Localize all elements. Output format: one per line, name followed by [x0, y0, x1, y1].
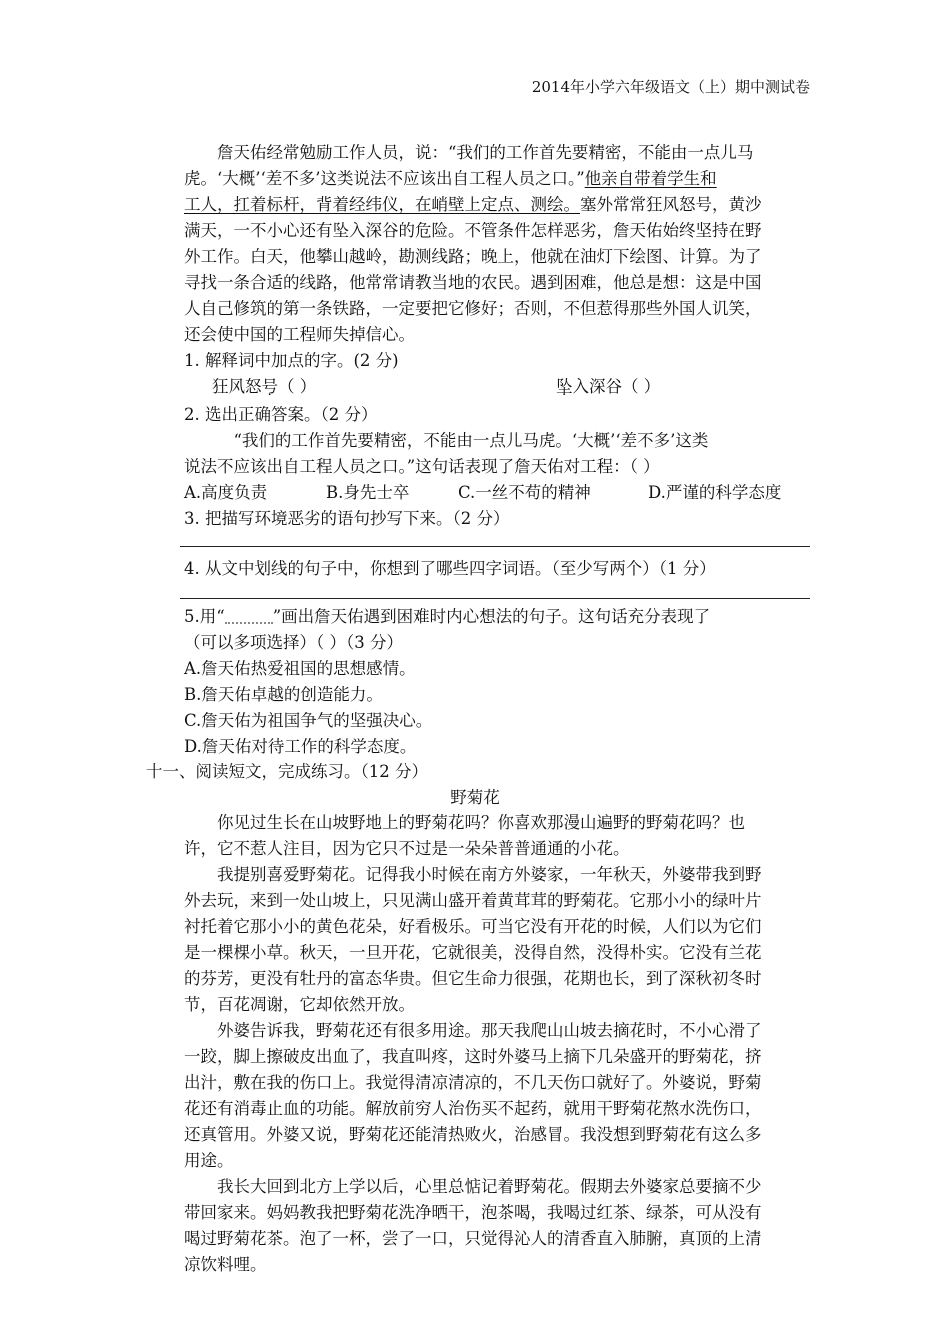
wavy-line-icon	[225, 612, 273, 624]
options-row	[184, 480, 810, 506]
question-label: 5.用“ ”画出詹天佑遇到困难时内心想法的句子。这句话充分表现了	[184, 607, 711, 626]
section-heading: 十一、阅读短文，完成练习。（12 分）	[146, 762, 428, 781]
underlined-sentence: 他亲自带着学生和	[584, 169, 717, 188]
question-label: 2. 选出正确答案。（2 分）	[184, 405, 378, 424]
story-line: 衬托着它那小小的黄色花朵，好看极乐。可当它没有开花的时候，人们以为它们	[184, 917, 762, 936]
answer-blank[interactable]: 入深谷（ ）	[572, 377, 661, 396]
answer-line[interactable]	[180, 546, 810, 547]
option-d[interactable]: D.詹天佑对待工作的科学态度。	[184, 737, 417, 756]
story-line: 的芬芳，更没有牡丹的富态华贵。但它生命力很强，花期也长，到了深秋初冬时	[184, 969, 762, 988]
question-text: （可以多项选择）（ ）（3 分）	[184, 633, 403, 652]
passage-line: 外工作。白天，他攀山越岭，勘测线路；晚上，他就在油灯下绘图、计算。为了	[184, 247, 762, 266]
passage-line: 寻找一条合适的线路，他常常请教当地的农民。遇到困难，他总是想：这是中国	[184, 273, 762, 292]
option-a[interactable]: A.詹天佑热爱祖国的思想感情。	[184, 659, 416, 678]
story-line: 我长大回到北方上学以后，心里总惦记着野菊花。假期去外婆家总要摘不少	[217, 1177, 762, 1196]
option-d[interactable]: D.严谨的科学态度	[648, 483, 782, 502]
story-line: 花还有消毒止血的功能。解放前穷人治伤买不起药，就用干野菊花熬水洗伤口，	[184, 1099, 762, 1118]
passage-paragraph	[184, 140, 810, 348]
question-3	[184, 506, 810, 532]
story-line: 用途。	[184, 1151, 234, 1170]
passage-line: 虎。‘大概’‘差不多’这类说法不应该出自工程人员之口。”他亲自带着学生和	[184, 169, 717, 188]
story-line: 外去玩，来到一处山坡上，只见满山盛开着黄茸茸的野菊花。它那小小的绿叶片	[184, 891, 762, 910]
question-text: 说法不应该出自工程人员之口。”这句话表现了詹天佑对工程：（ ）	[184, 457, 660, 476]
option-b[interactable]: B.身先士卒	[326, 483, 410, 502]
story-line: 凉饮料哩。	[184, 1255, 267, 1274]
story-line: 喝过野菊花茶。泡了一杯，尝了一口，只觉得沁人的清香直入肺腑，真顶的上清	[184, 1229, 762, 1248]
story-line: 是一棵棵小草。秋天，一旦开花，它就很美，没得自然，没得朴实。它没有兰花	[184, 943, 762, 962]
question-1-answers	[212, 374, 812, 400]
story-line: 节，百花凋谢，它却依然开放。	[184, 995, 415, 1014]
word-zhuiru: 坠入深谷（ ）	[556, 377, 661, 396]
story-line: 外婆告诉我，野菊花还有很多用途。那天我爬山山坡去摘花时，不小心滑了	[217, 1021, 762, 1040]
question-2	[184, 402, 810, 506]
question-text: “我们的工作首先要精密，不能由一点儿马虎。‘大概’‘差不多’这类	[233, 431, 709, 450]
underlined-sentence: 工人，扛着标杆，背着经纬仪，在峭壁上定点、测绘。	[184, 195, 580, 214]
option-a[interactable]: A.高度负责	[184, 483, 268, 502]
option-c[interactable]: C.詹天佑为祖国争气的坚强决心。	[184, 711, 433, 730]
story-line: 带回家来。妈妈教我把野菊花洗净晒干，泡茶喝，我喝过红茶、绿茶，可从没有	[184, 1203, 762, 1222]
page-header: 2014年小学六年级语文（上）期中测试卷	[531, 78, 810, 96]
option-c[interactable]: C.一丝不苟的精神	[458, 483, 591, 502]
answer-line[interactable]	[180, 598, 810, 599]
passage-line: 还会使中国的工程师失掉信心。	[184, 325, 415, 344]
option-b[interactable]: B.詹天佑卓越的创造能力。	[184, 685, 383, 704]
story-line: 我提别喜爱野菊花。记得我小时候在南方外婆家，一年秋天，外婆带我到野	[217, 865, 762, 884]
story-line: 一跤，脚上擦破皮出血了，我直叫疼，这时外婆马上摘下几朵盛开的野菊花，挤	[184, 1047, 762, 1066]
story-title: 野菊花	[450, 788, 500, 807]
answer-blank[interactable]: （ ）	[278, 377, 317, 396]
question-4	[184, 556, 810, 582]
story-line: 你见过生长在山坡野地上的野菊花吗？你喜欢那漫山遍野的野菊花吗？也	[217, 813, 745, 832]
passage-line: 工人，扛着标杆，背着经纬仪，在峭壁上定点、测绘。塞外常常狂风怒号，黄沙	[184, 195, 762, 214]
question-label: 3. 把描写环境恶劣的语句抄写下来。（2 分）	[184, 509, 510, 528]
question-label: 4. 从文中划线的句子中，你想到了哪些四字词语。（至少写两个）（1 分）	[184, 559, 716, 578]
story-line: 出汁，敷在我的伤口上。我觉得清凉清凉的，不几天伤口就好了。外婆说，野菊	[184, 1073, 762, 1092]
story-line: 还真管用。外婆又说，野菊花还能清热败火，治感冒。我没想到野菊花有这么多	[184, 1125, 762, 1144]
question-label: 1. 解释词中加点的字。(2 分)	[184, 351, 399, 370]
passage-line: 詹天佑经常勉励工作人员，说：“我们的工作首先要精密，不能由一点儿马	[217, 143, 754, 162]
story-body	[184, 810, 810, 1278]
passage-line: 人自己修筑的第一条铁路，一定要把它修好；否则，不但惹得那些外国人讥笑，	[184, 299, 762, 318]
story-line: 许，它不惹人注目，因为它只不过是一朵朵普普通通的小花。	[184, 839, 630, 858]
question-5	[184, 604, 810, 760]
passage-line: 满天，一不小心还有坠入深谷的危险。不管条件怎样恶劣，詹天佑始终坚持在野	[184, 221, 762, 240]
question-1	[184, 348, 810, 374]
word-kuangfeng: 狂风怒号（ ）	[212, 377, 317, 396]
